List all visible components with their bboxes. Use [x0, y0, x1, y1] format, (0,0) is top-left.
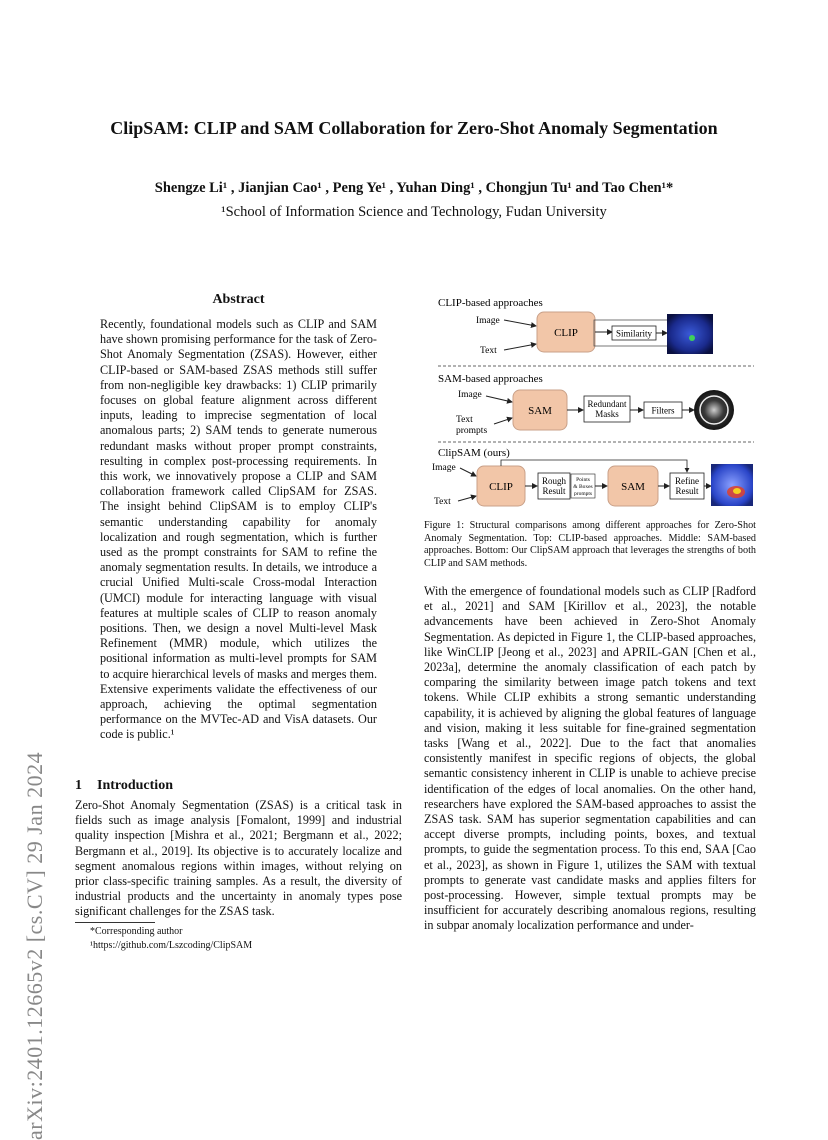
- prompts-label: prompts: [573, 491, 593, 497]
- top-output-image: [667, 314, 713, 354]
- masks-label: Masks: [595, 409, 619, 419]
- bot-image-label: Image: [432, 463, 456, 473]
- intro-right-paragraph: With the emergence of foundational models such as CLIP [Radford et al., 2021] and SAM [Kirillov et al., 2023], the notable advancements have been achieved in Zero-Shot Anomaly Segmentation. As depicted in Figure 1, the CLIP-based approaches, like WinCLIP [Jeong et al., 2023] and APRIL-GAN [Chen et al., 2023a], determine the anomaly classification of each patch by comparing the similarity between image patch tokens and text tokens. While CLIP exhibits a strong semantic understanding capability, it is achieved by aligning the global features of language and vision, making it less suitable for fine-grained segmentation tasks [Wang et al., 2022]. Due to the fact that anomalies consistently manifest in specific regions of objects, the global semantic consistency inherent in CLIP is unable to achieve precise identification of the edges of local anomalies. On the other hand, researchers have explored the SAM-based approaches to assist the ZSAS task. SAM has superior segmentation capabilities and can accept diverse prompts, including points, boxes, and textual prompts, to guide the segmentation process. To this end, SAA [Cao et al., 2023], as shown in Figure 1, utilizes the SAM with textual prompts to generate vast candidate masks and applies filters for post-processing. However, simple textual prompts may be insufficient for accurately describing anomalous regions, resulting in subpar anomaly localization performance and under-: [424, 584, 756, 933]
- top-anomaly-spot: [689, 335, 695, 341]
- rough-result-label: Result: [542, 486, 566, 496]
- panel-bot-label: ClipSAM (ours): [438, 447, 510, 459]
- mid-sam-label: SAM: [528, 405, 552, 417]
- top-clip-label: CLIP: [554, 327, 578, 339]
- mid-prompts-label: prompts: [456, 426, 488, 436]
- section-heading: [75, 778, 173, 794]
- redundant-label: Redundant: [587, 399, 627, 409]
- figure-1-caption: Figure 1: Structural comparisons among different approaches for Zero-Shot Anomaly Segmentation. Top: CLIP-based approaches. Middle: SAM-based approaches. Bottom: Our ClipSAM approach that leverages the strengths of both CLIP and SAM methods.: [424, 520, 756, 569]
- bot-output-image: [711, 464, 753, 506]
- mid-text-label: Text: [456, 415, 473, 425]
- filters-label: Filters: [651, 405, 675, 416]
- refine-result-label: Result: [675, 486, 699, 496]
- footnote-code-url: ¹https://github.com/Lszcoding/ClipSAM: [90, 940, 253, 951]
- arxiv-stamp-text: arXiv:2401.12665v2 [cs.CV] 29 Jan 2024: [22, 751, 47, 1140]
- arxiv-stamp: [20, 290, 52, 1140]
- figure-1-diagram: [424, 294, 756, 516]
- panel-mid-label: SAM-based approaches: [438, 373, 543, 385]
- section-number: 1: [75, 778, 82, 793]
- bot-text-label: Text: [434, 497, 451, 507]
- section-title: Introduction: [97, 778, 173, 793]
- bot-clip-label: CLIP: [489, 481, 513, 493]
- points-label: Points: [576, 477, 590, 483]
- footnote-corresponding: *Corresponding author: [90, 926, 183, 937]
- top-text-label: Text: [480, 346, 497, 356]
- abstract-body: Recently, foundational models such as CLIP and SAM have shown promising performance for the task of Zero-Shot Anomaly Segmentation (ZSAS). However, either CLIP-based or SAM-based ZSAS methods still suffer from non-negligible key drawbacks: 1) CLIP primarily focuses on global feature alignment across different inputs, leading to imprecise segmentation of local anomalous parts; 2) SAM tends to generate numerous redundant masks without proper prompt constraints, resulting in complex post-processing requirements. In this work, we innovatively propose a CLIP and SAM collaboration framework called ClipSAM for ZSAS. The insight behind ClipSAM is to employ CLIP's semantic understanding capability for anomaly localization and rough segmentation, which is further used as the prompt constraints for SAM to refine the anomaly segmentation results. In details, we introduce a crucial Unified Multi-scale Cross-modal Interaction (UMCI) module for interacting language with visual features at multiple scales of CLIP to reason anomaly positions. Then, we design a novel Multi-level Mask Refinement (MMR) module, which utilizes the positional information as multi-level prompts for SAM to acquire hierarchical levels of masks and merges them. Extensive experiments validate the effectiveness of our approach, achieving the optimal segmentation performance on the MVTec-AD and VisA datasets. Our code is public.¹: [100, 317, 377, 742]
- paper-title: ClipSAM: CLIP and SAM Collaboration for Zero-Shot Anomaly Segmentation: [110, 118, 718, 138]
- top-image-label: Image: [476, 316, 500, 326]
- footnote-divider: [75, 922, 155, 923]
- similarity-label: Similarity: [616, 328, 652, 339]
- bot-sam-label: SAM: [621, 481, 645, 493]
- affiliation: ¹School of Information Science and Technology, Fudan University: [221, 204, 607, 220]
- refine-label: Refine: [675, 476, 699, 486]
- abstract-heading: Abstract: [212, 292, 265, 307]
- mid-image-label: Image: [458, 390, 482, 400]
- bot-anomaly-heat-core: [733, 488, 741, 494]
- panel-top-label: CLIP-based approaches: [438, 297, 543, 309]
- author-list: Shengze Li¹ , Jianjian Cao¹ , Peng Ye¹ , Yuhan Ding¹ , Chongjun Tu¹ and Tao Chen¹*: [154, 180, 674, 196]
- intro-left-paragraph: Zero-Shot Anomaly Segmentation (ZSAS) is a critical task in fields such as image analysis [Fomalont, 1999] and industrial quality inspection [Mishra et al., 2021; Bergmann et al., 2022; Bergmann et al., 2019]. Its objective is to accurately localize and segment anomalous regions within images, without relying on prior class-specific training samples. As a result, the diversity of industrial products and the uncertainty in anomaly types pose significant challenges for the ZSAS task.: [75, 798, 402, 919]
- boxes-label: & Boxes: [573, 484, 593, 490]
- rough-label: Rough: [541, 476, 567, 486]
